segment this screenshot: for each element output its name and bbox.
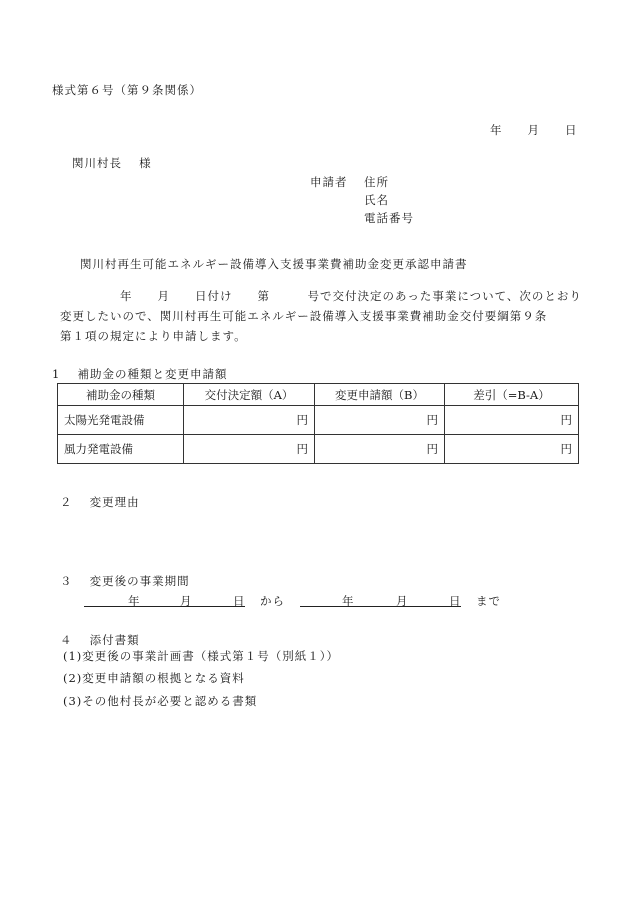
body-line-1: 年 月 日付け 第 号で交付決定のあった事業について、次のとおり: [120, 289, 582, 303]
from-year: 年: [128, 594, 140, 608]
form-number: 様式第６号（第９条関係）: [52, 83, 202, 97]
to-date-underline: [300, 606, 461, 607]
table-header-row: [58, 384, 579, 406]
to-month: 月: [396, 594, 408, 608]
body-line-3: 第１項の規定により申請します。: [60, 329, 247, 343]
to-day: 日: [449, 594, 461, 608]
from-day: 日: [233, 594, 245, 608]
row-wind-difference: 円: [445, 435, 579, 464]
attachment-item: (1)変更後の事業計画書（様式第１号（別紙１））: [63, 649, 340, 663]
row-solar-change: 円: [315, 406, 445, 435]
document-title: 関川村再生可能エネルギー設備導入支援事業費補助金変更承認申請書: [80, 257, 468, 271]
row-wind-name: 風力発電設備: [58, 435, 184, 464]
header-change: 変更申請額（B）: [315, 384, 445, 406]
row-solar-name: 太陽光発電設備: [58, 406, 184, 435]
section4-heading: ４ 添付書類: [60, 633, 140, 647]
table-row: [58, 406, 579, 435]
date-line: 年 月 日: [490, 123, 578, 137]
section2-heading: ２ 変更理由: [60, 495, 140, 509]
from-suffix: から: [260, 594, 285, 608]
from-month: 月: [180, 594, 192, 608]
header-difference: 差引（=B-A）: [445, 384, 579, 406]
table-row: [58, 435, 579, 464]
applicant-label: 申請者: [310, 175, 348, 189]
subsidy-table: [57, 383, 579, 464]
applicant-address-label: 住所: [364, 175, 389, 189]
attachment-item: (2)変更申請額の根拠となる資料: [63, 671, 245, 685]
row-solar-approved: 円: [184, 406, 315, 435]
applicant-name-label: 氏名: [364, 193, 389, 207]
header-approved: 交付決定額（A）: [184, 384, 315, 406]
to-year: 年: [342, 594, 354, 608]
row-solar-difference: 円: [445, 406, 579, 435]
section1-heading: 1 補助金の種類と変更申請額: [52, 367, 228, 381]
applicant-phone-label: 電話番号: [364, 211, 414, 225]
row-wind-approved: 円: [184, 435, 315, 464]
body-line-2: 変更したいので、関川村再生可能エネルギー設備導入支援事業費補助金交付要綱第９条: [60, 309, 548, 323]
attachment-item: (3)その他村長が必要と認める書類: [63, 694, 258, 708]
to-suffix: まで: [476, 594, 501, 608]
from-date-underline: [84, 606, 245, 607]
body-text: [60, 286, 582, 346]
row-wind-change: 円: [315, 435, 445, 464]
header-type: 補助金の種類: [58, 384, 184, 406]
addressee: 関川村長 様: [72, 156, 152, 170]
section3-heading: ３ 変更後の事業期間: [60, 574, 190, 588]
